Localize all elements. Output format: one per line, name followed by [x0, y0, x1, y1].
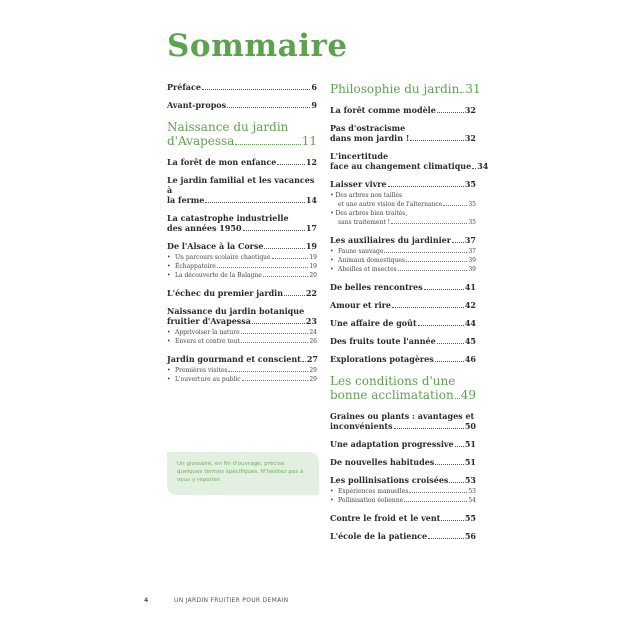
toc-entry[interactable]: Les auxiliaires du jardinier 37	[330, 235, 476, 245]
toc-page-number: 22	[305, 288, 317, 298]
toc-entry[interactable]: Pas d'ostracisme dans mon jardin ! 32	[330, 123, 476, 143]
toc-subentry[interactable]: • Apprivoiser la nature 24	[167, 329, 317, 336]
dot-leader	[302, 361, 306, 362]
toc-entry-label-line1: Naissance du jardin botanique	[167, 306, 305, 316]
toc-entry[interactable]	[167, 213, 317, 233]
toc-page-number: 17	[305, 223, 317, 233]
glossary-note-text: Un glossaire, en fin d'ouvrage, précise quelques termes spécifiques. N'hésitez pas à vous y reporter.	[177, 461, 304, 483]
toc-entry-label-line1: La catastrophe industrielle	[167, 213, 289, 223]
toc-entry[interactable]: Une affaire de goût 44	[330, 318, 476, 328]
toc-sublist	[167, 253, 317, 280]
toc-section-philosophie[interactable]	[330, 82, 481, 96]
toc-entry-label: De l'Alsace à la Corse	[167, 241, 264, 251]
toc-page-number: 12	[305, 157, 317, 167]
toc-entry[interactable]	[167, 354, 317, 364]
toc-entry-label: La forêt de mon enfance	[167, 157, 277, 167]
toc-page-number: 11	[301, 134, 317, 148]
toc-page-number: 19	[305, 241, 317, 251]
dot-leader	[252, 323, 305, 324]
dot-leader	[227, 107, 310, 108]
toc-subentry[interactable]: • Envers et contre tout 26	[167, 338, 317, 345]
toc-entry[interactable]: De nouvelles habitudes 51	[330, 457, 476, 467]
toc-entry[interactable]	[167, 241, 317, 251]
toc-entry[interactable]: Les pollinisations croisées 53	[330, 475, 476, 485]
toc-entry[interactable]	[167, 306, 317, 326]
toc-subentry[interactable]: • Expériences manuelles 53	[330, 488, 476, 495]
toc-entry[interactable]	[167, 157, 317, 167]
toc-section-title: Philosophie du jardin	[330, 82, 460, 96]
toc-entry[interactable]: L'incertitude face au changement climatique 34	[330, 151, 489, 171]
toc-entry-label: Préface	[167, 82, 201, 92]
dot-leader	[277, 164, 305, 165]
toc-section-naissance[interactable]	[167, 120, 317, 148]
bullet-icon: •	[330, 257, 334, 264]
toc-page-number: 23	[305, 316, 317, 326]
toc-subentry[interactable]: • La découverte de la Balagne 20	[167, 272, 317, 279]
toc-subentry[interactable]: • Faune sauvage 37	[330, 248, 476, 255]
dot-leader	[284, 295, 305, 296]
toc-subentry[interactable]: • Pollinisation éolienne 54	[330, 497, 476, 504]
glossary-note-box	[167, 452, 319, 495]
toc-subentry[interactable]: • Échappatoire 19	[167, 263, 317, 270]
toc-subentry[interactable]: • Abeilles et insectes 39	[330, 266, 476, 273]
dot-leader	[235, 144, 300, 145]
toc-entry-label: Avant-propos	[167, 100, 227, 110]
toc-sublist	[167, 328, 317, 346]
toc-sublist	[330, 487, 476, 505]
toc-entry[interactable]: De belles rencontres 41	[330, 282, 476, 292]
toc-section-title-line1: Naissance du jardin	[167, 120, 289, 134]
toc-subentry[interactable]: • Premières visites 29	[167, 367, 317, 374]
toc-entry-label-line1: Le jardin familial et les vacances à	[167, 175, 315, 195]
bullet-icon: •	[330, 248, 334, 255]
toc-entry[interactable]: Explorations potagères 46	[330, 354, 476, 364]
toc-left-column	[167, 82, 317, 392]
dot-leader	[205, 202, 305, 203]
dot-leader	[264, 248, 304, 249]
toc-entry[interactable]: Amour et rire 42	[330, 300, 476, 310]
toc-entry[interactable]: L'école de la patience 56	[330, 531, 476, 541]
toc-section-conditions[interactable]: Les conditions d'une bonne acclimatation 49	[330, 374, 476, 402]
bullet-icon: •	[167, 329, 171, 336]
toc-sublist	[330, 191, 476, 227]
page-title: Sommaire	[167, 28, 348, 64]
toc-page-number: 27	[306, 354, 318, 364]
toc-entry-label-line2: des années 1950	[167, 223, 242, 233]
bullet-icon: •	[167, 367, 171, 374]
toc-section-title-line2: d'Avapessa	[167, 134, 235, 148]
dot-leader	[460, 92, 464, 93]
bullet-icon: •	[330, 488, 334, 495]
toc-entry-label: L'échec du premier jardin	[167, 288, 284, 298]
toc-entry-label: Jardin gourmand et conscient	[167, 354, 301, 364]
bullet-icon: •	[167, 254, 171, 261]
toc-subentry[interactable]: • Des arbres bien traités, sans traitement ! 35	[330, 210, 476, 226]
toc-entry[interactable]: La forêt comme modèle 32	[330, 105, 476, 115]
toc-entry[interactable]: Contre le froid et le vent 55	[330, 513, 476, 523]
bullet-icon: •	[330, 497, 334, 504]
toc-entry[interactable]: Graines ou plants : avantages et inconvénients 50	[330, 411, 476, 431]
toc-entry[interactable]: Une adaptation progressive 51	[330, 439, 476, 449]
toc-sublist	[330, 247, 476, 274]
toc-entry[interactable]	[167, 175, 317, 205]
toc-subentry[interactable]: • Un parcours scolaire chaotique 19	[167, 254, 317, 261]
bullet-icon: •	[167, 376, 171, 383]
toc-entry[interactable]: Laisser vivre 35	[330, 179, 476, 189]
toc-page-number: 6	[311, 82, 317, 92]
bullet-icon: •	[330, 266, 334, 273]
toc-page-number: 31	[465, 82, 481, 96]
toc-sublist	[167, 366, 317, 384]
dot-leader	[202, 89, 311, 90]
dot-leader	[243, 230, 305, 231]
toc-page-number: 9	[311, 100, 317, 110]
toc-subentry[interactable]: • L'ouverture au public 29	[167, 376, 317, 383]
footer-book-title: UN JARDIN FRUITIER POUR DEMAIN	[174, 597, 289, 604]
bullet-icon: •	[167, 272, 171, 279]
toc-entry-label-line2: fruitier d'Avapessa	[167, 316, 251, 326]
bullet-icon: •	[167, 338, 171, 345]
toc-page-number: 14	[305, 195, 317, 205]
toc-subentry[interactable]: • Des arbres non taillés et une autre vision de l'alternance 35	[330, 192, 476, 208]
toc-subentry[interactable]: • Animaux domestiques 39	[330, 257, 476, 264]
page-footer	[144, 597, 288, 604]
bullet-icon: •	[167, 263, 171, 270]
toc-entry[interactable]: Des fruits toute l'année 45	[330, 336, 476, 346]
footer-page-number: 4	[144, 597, 149, 604]
bullet-icon: •	[330, 192, 336, 199]
toc-entry-preface[interactable]	[167, 82, 317, 92]
bullet-icon: •	[330, 210, 336, 217]
toc-entry[interactable]	[167, 288, 317, 298]
toc-right-column	[330, 82, 489, 549]
toc-entry-label-line2: la ferme	[167, 195, 205, 205]
toc-entry-avant-propos[interactable]	[167, 100, 317, 110]
